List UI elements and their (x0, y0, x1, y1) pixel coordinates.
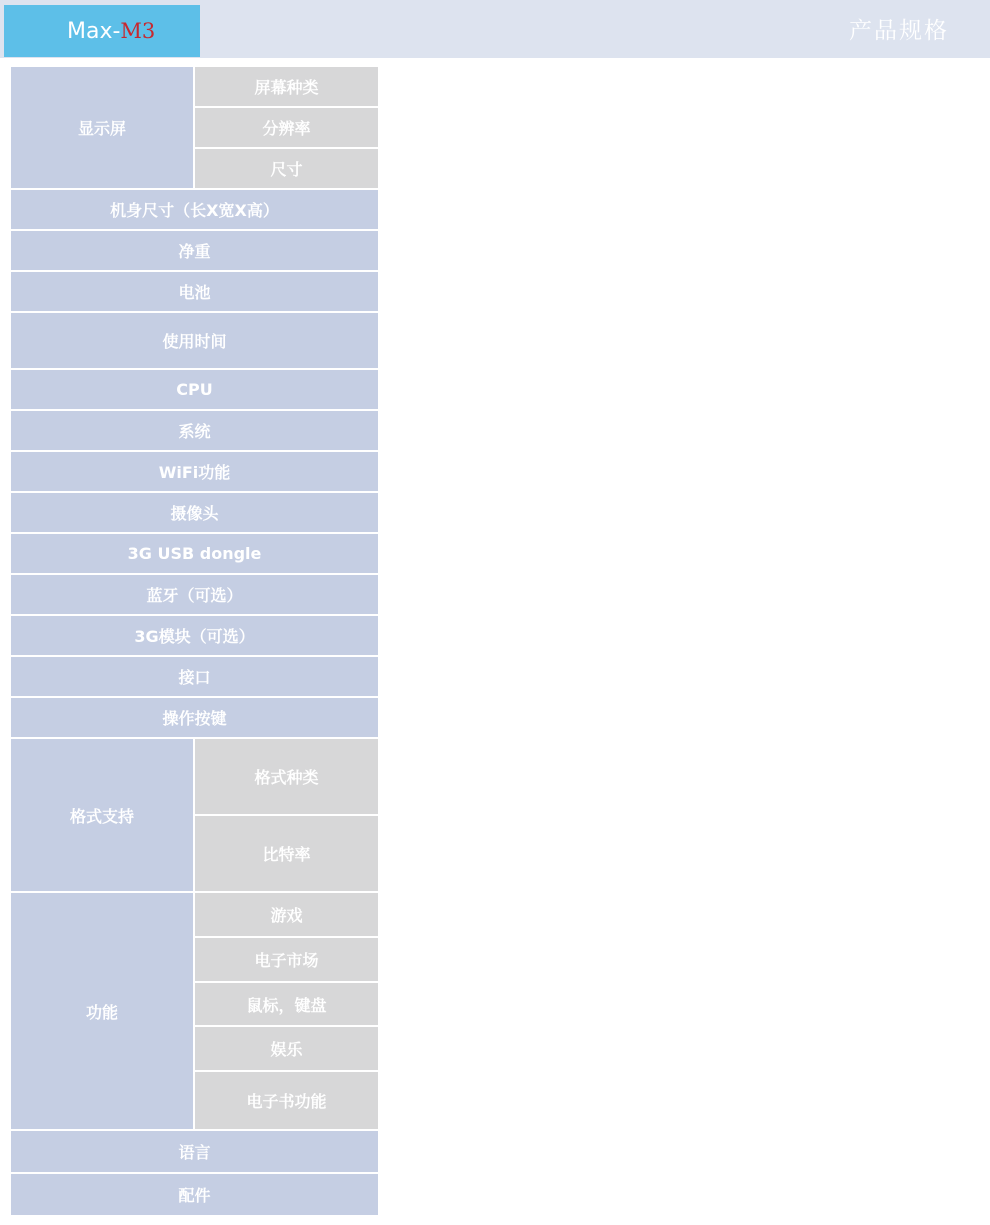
brand-prefix: Max- (67, 19, 121, 44)
spec-value (379, 410, 984, 451)
table-row (10, 66, 984, 107)
subcategory-label: 比特率 (194, 815, 379, 892)
category-label: 配件 (10, 1173, 379, 1216)
value-line: 音乐：MP3 : 8Kbps ~ 320 Kbps, (544, 835, 819, 855)
spec-value (379, 697, 984, 738)
subcategory-label: 游戏 (194, 892, 379, 937)
subcategory-label: 尺寸 (194, 148, 379, 189)
category-label: 格式支持 (10, 738, 194, 892)
table-row (10, 533, 984, 574)
subcategory-label: 电子书功能 (194, 1071, 379, 1130)
value-line: 有（ 802.11b/g/n） (600, 461, 763, 481)
value-line: 网页浏览：6h； 游戏： 4.5h；音乐（视播放情况而定）最少30h； (435, 322, 928, 342)
value-line: TF 卡槽, Mini USB Host接口，耳机口(3.5mm), 电源接口, HDMI接口（可选） (380, 666, 983, 686)
value-line: Android 4.1操作系统 (597, 420, 766, 440)
table-row (10, 574, 984, 615)
spec-value (379, 533, 984, 574)
spec-value (379, 312, 984, 369)
category-label: 净重 (10, 230, 379, 271)
category-label: 使用时间 (10, 312, 379, 369)
value-line: 图片：JPEG、BMP、GIF 、PNG (555, 766, 808, 786)
table-row (10, 230, 984, 271)
spec-value (379, 492, 984, 533)
value-line: USB 线，耳机线，充电器，说明书 (556, 1184, 807, 1204)
spec-value (379, 451, 984, 492)
value-line: 支持EVDO，WCDMA， 3G模块（可选） (525, 625, 837, 645)
category-label: 语言 (10, 1130, 379, 1173)
value-line: 搜索，下载成千上万免费应用程式 (561, 949, 802, 969)
value-line: 视频播放：6h；阅读电子书：10h (557, 338, 806, 358)
category-label: 接口 (10, 656, 379, 697)
table-row (10, 189, 984, 230)
value-line: 内置可充电锂电池，7.4V，3500mA (544, 281, 819, 301)
value-line: 支持简体中文，繁体中文，英语等超过40个国家的语言 (486, 1141, 877, 1161)
spec-table (9, 65, 985, 1217)
table-row (10, 615, 984, 656)
spec-value (379, 982, 984, 1026)
spec-value (379, 66, 984, 107)
spec-value (379, 230, 984, 271)
value-line: 诸如：ANSI，UNICODE TXT ,PDF,HTML,FB2 ,PDB , EPUB (439, 1098, 924, 1118)
value-line: 支持多种3D加速游戏 (605, 904, 758, 924)
category-label: 机身尺寸（长X宽X高） (10, 189, 379, 230)
value-line: 预装QQ， QQ live，日历，视屏播放器， 书架...多种软件 (468, 1038, 895, 1058)
spec-value (379, 271, 984, 312)
spec-value (379, 1173, 984, 1216)
spec-value (379, 148, 984, 189)
value-line: 支持多种格式， (625, 1082, 738, 1102)
category-label: 操作按键 (10, 697, 379, 738)
page-header (0, 0, 990, 58)
table-row (10, 451, 984, 492)
category-label: 3G USB dongle (10, 533, 379, 574)
spec-value (379, 574, 984, 615)
category-label: 系统 (10, 410, 379, 451)
spec-value (379, 189, 984, 230)
value-line: 音乐：MP3、WMA、FLAC、AAC、WAV、OGG、 (486, 750, 877, 770)
value-line: 10.1英寸（对角线） (605, 158, 758, 178)
brand-model: M3 (120, 19, 156, 43)
spec-value (379, 1071, 984, 1130)
value-line: 748g (659, 240, 704, 260)
spec-value (379, 892, 984, 937)
category-label: 显示屏 (10, 66, 194, 189)
value-line: 支持多种3G USB dongle (582, 543, 781, 563)
table-row (10, 369, 984, 410)
spec-value (379, 107, 984, 148)
value-line: 高清IPS屏1280X800（16:10） (556, 117, 807, 137)
spec-value (379, 738, 984, 815)
table-row (10, 410, 984, 451)
category-label: CPU (10, 369, 379, 410)
value-line: 前置200万像素，后置500万摄像头 (552, 502, 811, 522)
table-row (10, 492, 984, 533)
spec-value (379, 369, 984, 410)
table-row (10, 1130, 984, 1173)
page-title: 产品规格 (849, 18, 949, 44)
table-row (10, 892, 984, 937)
table-row (10, 1173, 984, 1216)
value-line: 1.6GHz Arm Cotex A9 (585, 379, 778, 399)
spec-value (379, 815, 984, 892)
value-line: 视频：WMV,RM,AVI,RMVB,MP4,MPG,MPEG, FLV…支持720P高清格式 (396, 782, 967, 802)
category-label: 蓝牙（可选） (10, 574, 379, 615)
table-row (10, 312, 984, 369)
table-row (10, 656, 984, 697)
category-label: WiFi功能 (10, 451, 379, 492)
category-label: 3G模块（可选） (10, 615, 379, 656)
value-line: WMA : 5Kbps ~ 320 Kbps (550, 851, 813, 871)
value-line: 音量加，减键，ESC键，主屏键 (568, 707, 795, 727)
spec-value (379, 937, 984, 982)
brand-logo (4, 5, 200, 57)
value-line: 支持外接鼠标，键盘操作 (593, 994, 770, 1013)
value-line: 259（长）*183.3（宽）*13（高）毫米 (531, 199, 831, 219)
subcategory-label: 电子市场 (194, 937, 379, 982)
spec-value (379, 1130, 984, 1173)
subcategory-label: 娱乐 (194, 1026, 379, 1071)
subcategory-label: 鼠标，键盘 (194, 982, 379, 1026)
subcategory-label: 屏幕种类 (194, 66, 379, 107)
category-label: 功能 (10, 892, 194, 1130)
spec-value (379, 656, 984, 697)
value-line: 10点电容触摸屏，全视角 (590, 76, 773, 96)
value-line: 支持蓝牙 2.1（高速数据传输） (568, 584, 795, 604)
spec-value (379, 615, 984, 656)
table-row (10, 697, 984, 738)
subcategory-label: 分辨率 (194, 107, 379, 148)
category-label: 摄像头 (10, 492, 379, 533)
category-label: 电池 (10, 271, 379, 312)
table-row (10, 271, 984, 312)
table-row (10, 738, 984, 815)
spec-value (379, 1026, 984, 1071)
subcategory-label: 格式种类 (194, 738, 379, 815)
